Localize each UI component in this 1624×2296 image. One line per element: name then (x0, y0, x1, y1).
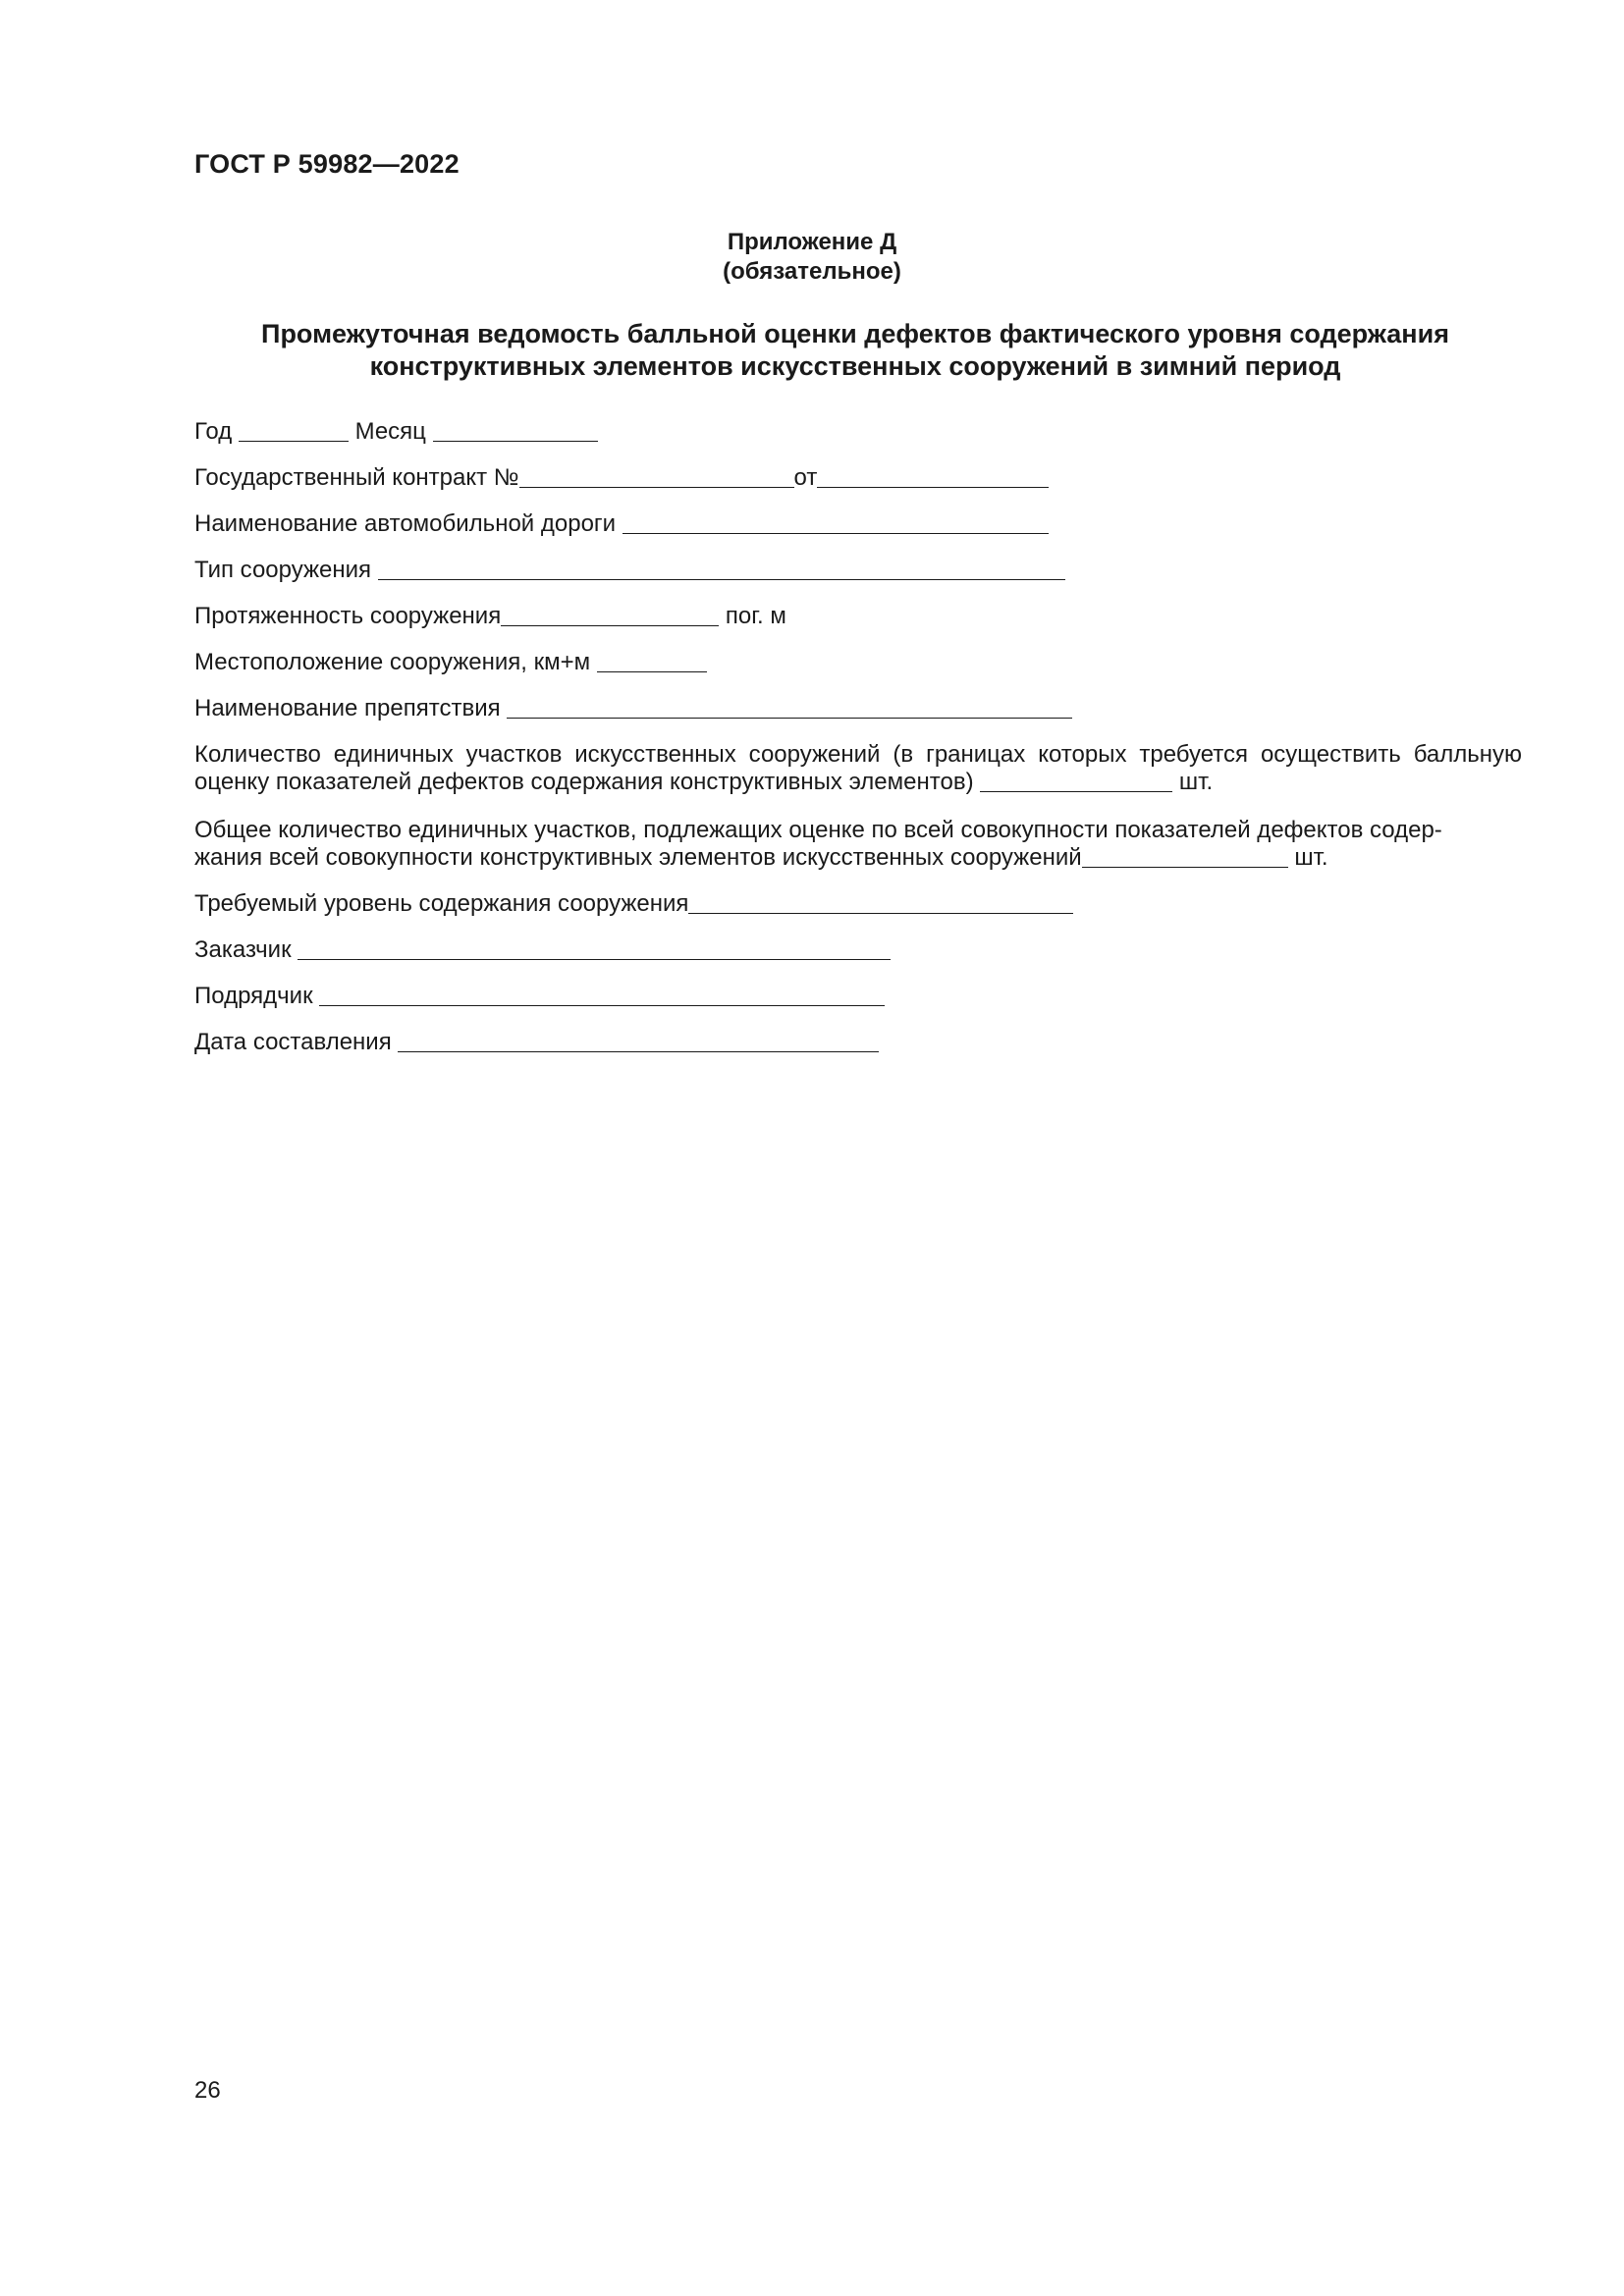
length-blank[interactable] (501, 604, 719, 626)
customer-label: Заказчик (194, 936, 292, 963)
required-level-row (194, 890, 1522, 918)
location-row (194, 649, 1522, 676)
obstacle-row (194, 695, 1522, 722)
contract-row (194, 464, 1522, 492)
required-level-label: Требуемый уровень содержания сооружения (194, 890, 689, 917)
total-units-row (194, 817, 1522, 872)
obstacle-label: Наименование препятствия (194, 695, 501, 721)
units-count-text: Количество единичных участков искусственных сооружений (в границах которых требуется осуществить балльную оценку показателей дефектов содержания конструктивных элементов) (194, 741, 1522, 795)
total-units-blank[interactable] (1082, 845, 1288, 868)
date-row (194, 1029, 1522, 1056)
year-month-row (194, 418, 1522, 446)
customer-row (194, 936, 1522, 964)
document-title (194, 318, 1516, 383)
year-blank[interactable] (239, 419, 349, 442)
length-row (194, 603, 1522, 630)
total-units-line-2-container (194, 844, 1522, 872)
location-label: Местоположение сооружения, км+м (194, 649, 591, 675)
date-label: Дата составления (194, 1029, 392, 1055)
month-label: Месяц (354, 418, 426, 445)
total-units-line-2: жания всей совокупности конструктивных элементов искусственных сооружений (194, 844, 1082, 871)
total-units-unit: шт. (1294, 844, 1328, 871)
length-label: Протяженность сооружения (194, 603, 502, 629)
customer-blank[interactable] (298, 937, 891, 960)
page-number: 26 (194, 2077, 221, 2104)
contractor-blank[interactable] (319, 984, 885, 1006)
required-level-blank[interactable] (688, 891, 1073, 914)
year-label: Год (194, 418, 233, 445)
appendix-heading (0, 228, 1624, 287)
road-row (194, 510, 1522, 538)
structure-type-row (194, 557, 1522, 584)
document-title-line-1: Промежуточная ведомость балльной оценки дефектов фактического уровня содержания (261, 319, 1449, 348)
length-unit: пог. м (725, 603, 786, 629)
contractor-row (194, 983, 1522, 1010)
appendix-title: Приложение Д (727, 229, 897, 255)
document-title-line-2: конструктивных элементов искусственных сооружений в зимний период (369, 351, 1341, 381)
units-count-unit: шт. (1178, 769, 1214, 795)
contract-label: Государственный контракт № (194, 464, 519, 491)
contract-number-blank[interactable] (519, 465, 794, 488)
road-blank[interactable] (623, 511, 1049, 534)
obstacle-blank[interactable] (507, 696, 1072, 719)
road-label: Наименование автомобильной дороги (194, 510, 617, 537)
standard-code: ГОСТ Р 59982—2022 (194, 149, 460, 179)
location-blank[interactable] (597, 650, 707, 672)
contractor-label: Подрядчик (194, 983, 313, 1009)
total-units-line-1: Общее количество единичных участков, подлежащих оценке по всей совокупности показателей дефектов содер- (194, 817, 1442, 843)
appendix-status: (обязательное) (723, 258, 901, 285)
contract-from-label: от (793, 464, 818, 491)
structure-type-label: Тип сооружения (194, 557, 372, 583)
units-count-row (194, 741, 1522, 796)
structure-type-blank[interactable] (378, 558, 1065, 580)
month-blank[interactable] (433, 419, 598, 442)
date-blank[interactable] (398, 1030, 879, 1052)
contract-date-blank[interactable] (817, 465, 1049, 488)
units-count-blank[interactable] (980, 770, 1172, 792)
